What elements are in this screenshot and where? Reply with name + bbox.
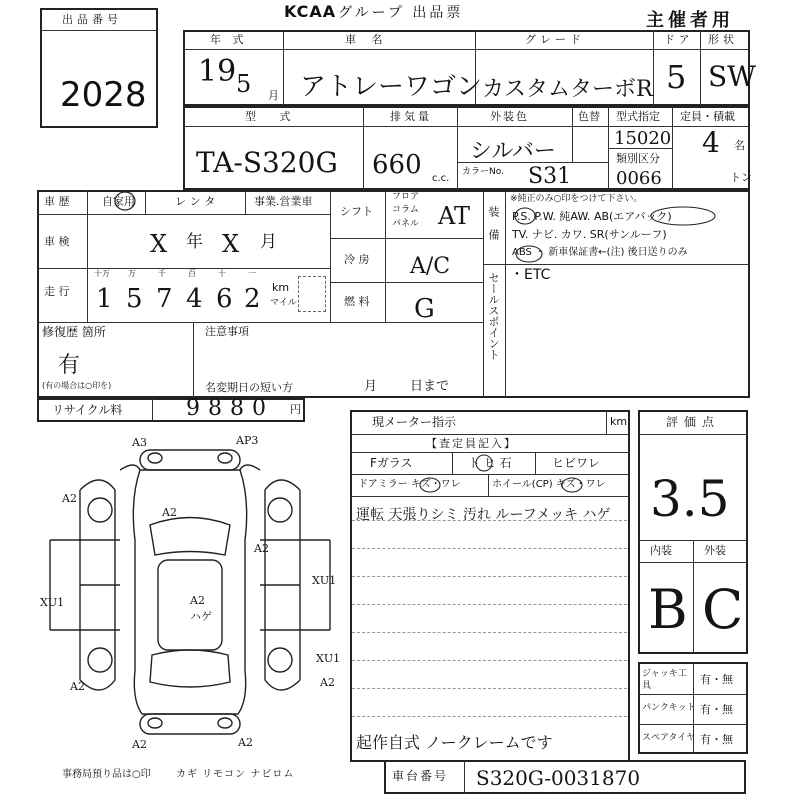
shift-option-panel: パネル bbox=[392, 219, 420, 229]
damage-mark: A2 bbox=[132, 738, 147, 751]
grade-label: グレード bbox=[525, 33, 585, 46]
damage-mark: A2 bbox=[238, 736, 253, 749]
recycle-digit-1: 9 bbox=[186, 396, 200, 421]
office-note: 事務局預り品は○印 bbox=[62, 769, 151, 780]
repair-label: 修復歴 箇所 bbox=[42, 325, 106, 339]
inspector-note-1: 運転 天張りシミ 汚れ ルーフメッキ ハゲ bbox=[356, 507, 611, 523]
notes-label: 注意事項 bbox=[205, 325, 249, 338]
equipment-line-2: TV. ナビ. カワ. SR(サンルーフ) bbox=[512, 228, 667, 241]
damage-mark: XU1 bbox=[316, 652, 340, 665]
recycle-digit-3: 8 bbox=[230, 396, 244, 421]
tool-label-puncture: パンクキット bbox=[642, 703, 696, 713]
displacement-label: 排気量 bbox=[390, 110, 432, 123]
fuel-label: 燃 料 bbox=[344, 295, 370, 308]
inspection-month-value: X bbox=[222, 230, 240, 258]
score-value: 3.5 bbox=[650, 470, 730, 528]
damage-mark: A2 bbox=[62, 492, 77, 505]
exterior-label: 外装 bbox=[704, 544, 726, 557]
displacement-unit: c.c. bbox=[432, 173, 450, 184]
mileage-digit-label-2: 万 bbox=[128, 269, 136, 278]
inspector-title: 【査定員記入】 bbox=[426, 437, 517, 450]
history-option-private: 自家用 bbox=[102, 195, 135, 208]
mileage-digit-label-6: 一 bbox=[248, 269, 256, 278]
equipment-line-1: P.S. P.W. 純AW. AB(エアバック) bbox=[512, 210, 672, 223]
inspection-month-unit: 月 bbox=[260, 232, 277, 252]
car-name-value: アトレーワゴン bbox=[300, 72, 483, 102]
capacity-value: 4 bbox=[702, 126, 720, 159]
lot-number-label: 出品番号 bbox=[62, 13, 122, 26]
interior-label: 内装 bbox=[650, 544, 672, 557]
recycle-digit-4: 0 bbox=[252, 396, 266, 421]
damage-mark: XU1 bbox=[40, 596, 65, 609]
month-unit: 月 bbox=[268, 89, 279, 102]
damage-mark: AP3 bbox=[236, 434, 259, 447]
equipment-instruction: ※純正のみ○印をつけて下さい。 bbox=[510, 194, 643, 204]
recycle-digit-2: 8 bbox=[208, 396, 222, 421]
shift-value: AT bbox=[438, 202, 471, 230]
displacement-value: 660 bbox=[372, 150, 422, 180]
fuel-value: G bbox=[414, 294, 435, 324]
car-body-diagram bbox=[40, 430, 340, 760]
glass-crack: ヒビワレ bbox=[552, 456, 601, 470]
exterior-value: C bbox=[702, 578, 744, 641]
body-type-value: SW bbox=[708, 60, 756, 93]
tool-label-spare: スペアタイヤ bbox=[642, 733, 696, 743]
damage-mark: A2 bbox=[162, 506, 177, 519]
equipment-circle-marks bbox=[505, 200, 750, 264]
brand-logo: KCAA bbox=[284, 2, 337, 21]
recycle-label: リサイクル料 bbox=[52, 403, 123, 417]
history-label: 車 歴 bbox=[44, 195, 70, 208]
capacity-unit: 名 bbox=[734, 139, 745, 152]
capacity-label: 定員・積載 bbox=[680, 110, 735, 123]
repair-note: (有の場合は○印を) bbox=[42, 381, 112, 390]
damage-mark: ハゲ bbox=[190, 610, 212, 623]
meter-unit: km bbox=[610, 415, 628, 428]
damage-mark: A2 bbox=[190, 594, 205, 607]
damage-mark: A2 bbox=[70, 680, 85, 693]
name-change-label: 名変期日の短い方 bbox=[205, 381, 293, 394]
mileage-digit-label-5: 十 bbox=[218, 269, 226, 278]
inspection-label: 車 検 bbox=[44, 235, 70, 248]
equipment-label: 装備 bbox=[487, 206, 500, 252]
category-label: 類別区分 bbox=[616, 152, 660, 165]
chassis-label: 車台番号 bbox=[392, 769, 449, 783]
wheel-label: ホイール(CP) キズ・ワレ bbox=[492, 479, 606, 490]
year-value: 19 bbox=[198, 54, 237, 89]
private-use-circle bbox=[112, 190, 138, 212]
inspection-year-value: X bbox=[150, 230, 168, 258]
damage-mark: XU1 bbox=[312, 574, 337, 587]
color-no-label: カラーNo. bbox=[462, 167, 504, 177]
mileage-digit-label-1: 十万 bbox=[94, 269, 110, 278]
category-value: 0066 bbox=[616, 168, 662, 189]
footer-items: カギ リモコン ナビロム bbox=[176, 769, 295, 780]
history-option-business: 事業.営業車 bbox=[254, 195, 313, 208]
tool-label-jack: ジャッキ工具 bbox=[642, 669, 687, 691]
mileage-unit-mile: マイル bbox=[270, 298, 297, 308]
name-change-day: 日まで bbox=[410, 379, 450, 394]
score-label: 評価点 bbox=[666, 415, 721, 429]
color-change-label: 色替 bbox=[578, 110, 600, 123]
ac-value: A/C bbox=[410, 254, 451, 279]
type-designation-value: 15020 bbox=[614, 128, 672, 149]
mileage-label: 走 行 bbox=[44, 285, 70, 298]
car-name-label: 車 名 bbox=[345, 33, 389, 46]
shift-option-floor: フロア bbox=[392, 192, 420, 202]
tool-value-jack: 有・無 bbox=[700, 673, 733, 686]
glass-label: Fガラス bbox=[370, 456, 413, 470]
mileage-digit-2: 5 bbox=[126, 284, 143, 314]
model-label: 型 式 bbox=[245, 110, 301, 123]
interior-value: B bbox=[648, 578, 688, 641]
mileage-digit-label-3: 千 bbox=[158, 269, 166, 278]
equipment-line-3: ABS ・ 新車保証書←(注) 後日送りのみ bbox=[512, 247, 688, 258]
body-type-label: 形状 bbox=[708, 33, 738, 46]
color-label: 外装色 bbox=[490, 110, 529, 123]
mileage-digit-1: 1 bbox=[96, 284, 113, 314]
year-label: 年 式 bbox=[210, 33, 248, 46]
inspector-circle-marks bbox=[350, 452, 630, 496]
ac-label: 冷 房 bbox=[344, 253, 370, 266]
sales-point-label: セールスポイント bbox=[487, 272, 500, 360]
mirror-label: ドアミラー キズ・ワレ bbox=[358, 479, 461, 490]
mileage-digit-3: 7 bbox=[156, 284, 173, 314]
load-unit: トン bbox=[730, 171, 752, 184]
doors-value: 5 bbox=[666, 58, 687, 96]
model-value: TA-S320G bbox=[196, 146, 338, 179]
meter-label: 現メーター指示 bbox=[372, 415, 457, 429]
glass-options: ト ヒ 石 bbox=[468, 456, 512, 470]
name-change-month: 月 bbox=[364, 379, 378, 394]
mileage-digit-label-4: 百 bbox=[188, 269, 196, 278]
sheet-title: グループ 出品票 bbox=[338, 5, 464, 21]
color-no-value: S31 bbox=[528, 164, 572, 189]
mile-checkbox bbox=[298, 276, 326, 312]
mileage-digit-6: 2 bbox=[244, 284, 261, 314]
damage-mark: A2 bbox=[320, 676, 335, 689]
tool-value-puncture: 有・無 bbox=[700, 703, 733, 716]
sales-point-value: ・ETC bbox=[510, 267, 551, 283]
shift-option-column: コラム bbox=[392, 205, 419, 215]
inspector-bottom-note: 起作自式 ノークレームです bbox=[356, 733, 553, 752]
mileage-digit-4: 4 bbox=[186, 284, 203, 314]
color-value: シルバー bbox=[470, 139, 556, 164]
doors-label: ドア bbox=[664, 33, 694, 46]
tool-value-spare: 有・無 bbox=[700, 733, 733, 746]
type-designation-label: 型式指定 bbox=[616, 110, 660, 123]
shift-label: シフト bbox=[340, 205, 373, 218]
month-value: 5 bbox=[236, 70, 252, 98]
mileage-digit-5: 6 bbox=[216, 284, 233, 314]
repair-value: 有 bbox=[58, 353, 81, 378]
history-option-rental: レンタ bbox=[175, 195, 220, 208]
damage-mark: A3 bbox=[132, 436, 147, 449]
organizer-label: 主催者用 bbox=[646, 10, 734, 31]
grade-value: カスタムターボR bbox=[482, 77, 653, 102]
recycle-unit: 円 bbox=[290, 403, 301, 416]
mileage-unit-km: km bbox=[272, 281, 290, 294]
damage-mark: A2 bbox=[254, 542, 269, 555]
inspection-year-unit: 年 bbox=[186, 232, 203, 252]
lot-number: 2028 bbox=[60, 75, 147, 115]
chassis-value: S320G-0031870 bbox=[476, 766, 641, 790]
